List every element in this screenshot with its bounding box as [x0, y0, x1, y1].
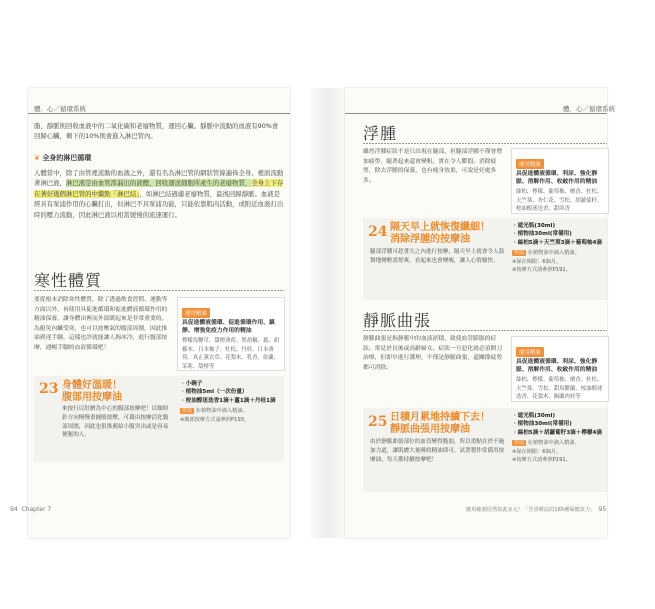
note-body: 檸檬馬鞭草、甜橙薄荷、黑胡椒、薑、胡椒木、日本柚子、杜松、丹桂、日本薄荷、真正薰衣草、花梨木、乳香、依蘭、茉莉、甜橙等 — [182, 338, 280, 370]
topic-rule-swelling — [363, 143, 607, 144]
recipe-item-1: ・小碗子 — [180, 381, 203, 387]
leaf-icon: ❦ — [34, 154, 40, 162]
recipe-ref: ※按摩方式請參照P191。 — [512, 266, 571, 273]
lymph-paragraph — [34, 168, 284, 220]
left-page-number: 94 Chapter 7 — [10, 506, 52, 513]
recipe-method: 作法 在植物油中滴入精油。 — [182, 408, 248, 415]
topic-title-swelling: 浮腫 — [363, 124, 398, 143]
recipe-method: 作法 在植物油中滴入精油。 — [514, 250, 580, 257]
oil-note-varicose — [511, 336, 609, 402]
lymph-highlight-1: 淋巴液是由血管滲漏出的液體，回收運送細胞所產生的老廢物質， — [65, 179, 252, 188]
recipe-method: 作法 在植物油中滴入精油。 — [514, 440, 580, 447]
left-header: 體．心／循環系統 — [34, 105, 86, 113]
topic-text-varicose: 靜脈曲張是指靜脈中的血液淤積，致使血管膨脹的症狀。常見於長後或高齡婦女，症狀一旦惡化就必須開刀治療，但即早進行護理，不僅是靜脈曲張，還關節疲勞都可消除。 — [363, 336, 503, 371]
footer-text: 應用範圍居然如此多元！「芳香療法的165種保健效力」 — [466, 507, 596, 513]
right-header: 體．心／循環系統 — [563, 105, 615, 113]
blend-recipe — [512, 222, 607, 274]
note-body: 絲柏、檸檬、葡萄柚、檀香、杜松、天竺葵、雪松、甜馬鬱蘭、桉油醇迷迭香、花梨木、錫蘭肉桂等 — [516, 377, 603, 401]
oil-note-cold — [177, 297, 285, 371]
blend-title-line2: 消除浮腫的按摩油 — [390, 233, 470, 245]
right-footer — [466, 506, 606, 513]
blend-desc: 來按行以肚臍為中心的腹部按摩吧！以順時針方向慢慢畫圓般按壓，可藉由按摩活化腹部周圍，因此也很推薦給小腹突出或是容易便秘的人。 — [62, 406, 169, 439]
recipe-item-2: ・植物油5ml（一次份量） — [180, 389, 248, 396]
topic-title-varicose: 靜脈曲張 — [363, 311, 432, 330]
recipe-keep: ※保存期限：6個月。 — [512, 448, 562, 455]
section-heading — [34, 153, 91, 163]
blend-title-line2: 腹部用按摩油 — [62, 391, 122, 403]
blend-number: 25 — [368, 414, 388, 430]
note-label: 運用精油 — [182, 308, 210, 318]
note-label: 運用精油 — [516, 159, 544, 169]
note-label: 運用精油 — [516, 347, 544, 357]
section-title: 全身的淋巴循環 — [42, 154, 92, 162]
blend-title-line2: 靜脈曲張用按摩油 — [390, 423, 470, 435]
recipe-ref: ※按摩方式請參照P191。 — [512, 456, 571, 463]
blend-title-line1: 日積月累地持續下去！ — [390, 412, 490, 423]
recipe-item-2: ・植物油30ml(常備用) — [512, 421, 572, 428]
note-body: 絲柏、檸檬、葡萄柚、檀香、杜松、天竺葵、杏仁花、雪松、胡蘿蔔籽、桉油醇迷迭香、甜茴香 — [516, 189, 603, 213]
recipe-item-1: ・遮光瓶(30ml) — [512, 223, 556, 229]
left-intro: 脂，靜脈則回收血液中的二氧化碳和老廢物質，運回心臟。靜脈中流動的血液有90%會回歸心臟，剩下的10%則會進入淋巴管內。 — [34, 122, 279, 141]
topic-rule-varicose — [363, 330, 607, 331]
recipe-item-1: ・遮光瓶(30ml) — [512, 413, 556, 419]
recipe-ref: ※腹部按摩方式請參照P193。 — [180, 416, 250, 423]
note-heading: 具促進體液循環、利尿、強化靜脈、溶解作用、收斂作用的精油 — [516, 359, 598, 373]
blend-title — [390, 412, 508, 435]
note-heading: 具促進體液循環、利尿、強化靜脈、溶解作用、收斂作用的精油 — [516, 171, 598, 185]
blend-title-line1: 隔天早上就恢復纖細！ — [390, 222, 490, 233]
blend-title-line1: 身體好溫暖！ — [62, 380, 122, 391]
recipe-item-2: ・植物油30ml(常備用) — [512, 231, 572, 238]
blend-desc: 由於靜脈曲張部位的血管變得脆弱，所以重點在於不施加力道，讓肌膚大量吸收精油即可。試著製作常備用按摩油，每天都持續按摩吧！ — [370, 439, 505, 463]
left-header-rule — [28, 113, 290, 114]
right-header-rule — [345, 113, 607, 114]
lymph-text-2: ，如淋巴結過濾老廢物質，最後回歸靜脈。血液是經具有泵浦作用的心臟打出，但淋巴不具泵浦功能，只能依靠肌肉活動，或附近血液打出時的壓力流動，因此淋巴液以相當緩慢的流速運行。 — [34, 189, 284, 219]
topic-title-cold: 寒性體質 — [34, 271, 103, 290]
book-spine — [310, 88, 345, 538]
blend-recipe — [180, 380, 284, 424]
recipe-item-3: ・絲柏5滴＋胡蘿蔔籽3滴＋檸檬4滴 — [512, 429, 603, 436]
right-page-number: 95 — [598, 506, 607, 513]
blend-title — [62, 380, 174, 403]
chapter-label: Chapter 7 — [21, 506, 52, 513]
blend-recipe — [512, 412, 607, 464]
note-heading: 具促進體液循環、促進循環作用、鎮靜、增強免疫力作用的精油 — [182, 320, 275, 334]
blend-title — [390, 222, 508, 245]
blend-number: 23 — [39, 381, 59, 397]
recipe-keep: ※保存期限：6個月。 — [512, 258, 562, 265]
blend-number: 24 — [368, 224, 388, 240]
lymph-text-1: 人體當中，除了由管裡流動的血液之外，還有名為淋巴管的網狀管線遍佈全身。裡面流動著淋巴液， — [34, 169, 284, 188]
oil-note-swelling — [511, 148, 609, 214]
lymph-highlight-2: 全身上下存在著好幾個淋巴管的中繼點「淋巴結」 — [34, 179, 284, 198]
topic-rule-cold — [34, 290, 284, 291]
topic-text-cold: 要從根本消除寒性體質，除了透過飲食習慣、運動等方面以外，再使用具促進循環和促進體液循環作用的精油保養，讓身體由裡而外溫暖起來是非常重要的。為避免內臟受寒，也可以按壓氣的腹部周圍，因此推油到達手腳，這樣也許就能讓人夠冰冷，進行腹部按摩，通暢手腳的血液循環吧！ — [34, 297, 168, 351]
blend-desc: 腿部浮腫可趁著天之內進行按摩，隔天早上就會令人鼓舞地變輕盈舒爽，看起來也會變瘦，讓人心情愉快。 — [370, 249, 505, 264]
recipe-item-3: ・絲柏5滴＋天竺葵3滴＋葡萄柚4滴 — [512, 239, 603, 246]
topic-text-swelling: 雖然浮腫症狀不是只出現在腿部，但腿部浮腫不僅會增加疲勞，隨著起來還會變粗，實在令人鬱悶。消除疲勞，除去浮腫的保養，也有瘦身效果，可說是好處多多。 — [363, 149, 503, 184]
recipe-item-3: ・桉油醇迷迭香1滴＋薑1滴＋丹桂1滴 — [180, 397, 276, 404]
